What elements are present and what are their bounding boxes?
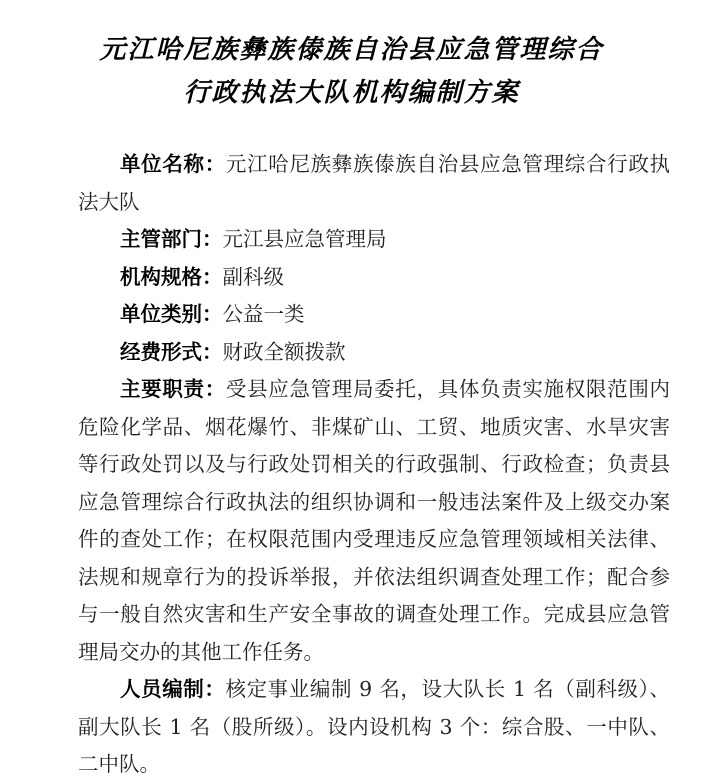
field-label: 主管部门： <box>120 227 223 251</box>
field-category <box>78 296 670 334</box>
field-value: 元江哈尼族彝族傣族自治县应急管理综合行政执法大队 <box>78 152 671 214</box>
field-unit-name <box>78 146 670 221</box>
field-label: 主要职责： <box>120 377 226 401</box>
field-label: 机构规格： <box>120 264 223 289</box>
field-value: 财政全额拨款 <box>222 339 346 364</box>
field-label: 单位名称： <box>120 152 226 176</box>
field-value: 副科级 <box>222 264 284 289</box>
field-duties <box>78 371 670 671</box>
document-title-line-1: 元江哈尼族彝族傣族自治县应急管理综合 <box>99 35 604 65</box>
field-label: 经费形式： <box>120 339 223 364</box>
field-level <box>78 259 670 297</box>
field-value: 核定事业编制 9 名，设大队长 1 名（副科级）、副大队长 1 名（股所级）。设内设机构 3 个：综合股、一中队、二中队。 <box>78 677 670 776</box>
field-staffing <box>78 671 670 784</box>
field-label: 单位类别： <box>120 302 223 326</box>
field-department <box>78 221 670 259</box>
field-value: 元江县应急管理局 <box>222 227 387 251</box>
document-title-line-2: 行政执法大队机构编制方案 <box>183 78 520 108</box>
field-funding <box>78 334 670 372</box>
field-value: 公益一类 <box>222 302 305 326</box>
document-body <box>78 146 670 784</box>
field-value: 受县应急管理局委托，具体负责实施权限范围内危险化学品、烟花爆竹、非煤矿山、工贸、地质灾害、水旱灾害等行政处罚以及与行政处罚相关的行政强制、行政检查；负责县应急管理综合行政执法的组织协调和一般违法案件及上级交办案件的查处工作；在权限范围内受理违反应急管理领域相关法律、法规和规章行为的投诉举报，并依法组织调查处理工作；配合参与一般自然灾害和生产安全事故的调查处理工作。完成县应急管理局交办的其他工作任务。 <box>78 377 671 664</box>
field-label: 人员编制： <box>120 677 226 701</box>
